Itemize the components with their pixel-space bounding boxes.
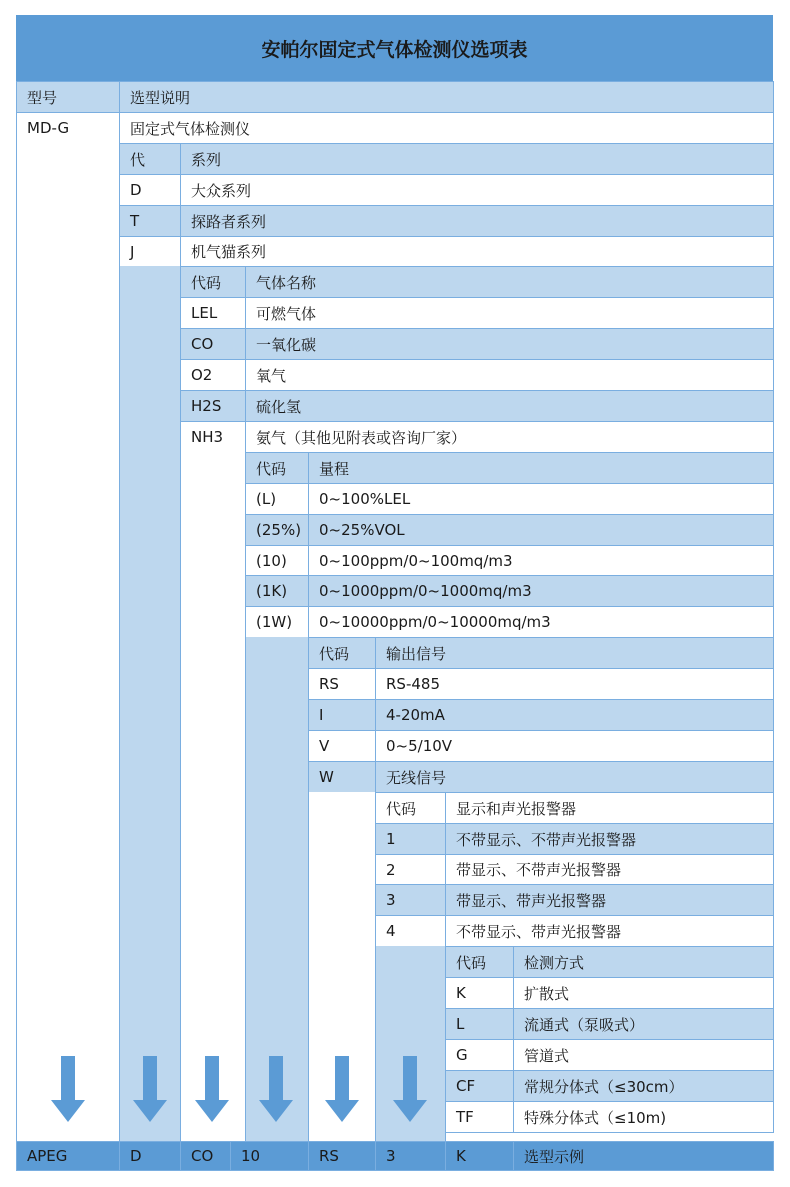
series-row-name: 探路者系列 bbox=[180, 205, 774, 237]
arrow-down-icon bbox=[195, 1056, 229, 1122]
display-row-name: 带显示、不带声光报警器 bbox=[445, 854, 774, 885]
detection-row-code: L bbox=[445, 1008, 514, 1040]
example-value: RS bbox=[308, 1141, 376, 1171]
gas-row-name: 一氧化碳 bbox=[245, 328, 774, 360]
gas-header-code: 代码 bbox=[180, 266, 246, 298]
example-value: K bbox=[445, 1141, 514, 1171]
output-row-code: W bbox=[308, 761, 376, 793]
arrow-down-icon bbox=[133, 1056, 167, 1122]
gas-row-code: H2S bbox=[180, 390, 246, 422]
header-model: 型号 bbox=[16, 81, 120, 113]
range-row-name: 0~10000ppm/0~10000mq/m3 bbox=[308, 606, 774, 638]
range-header-name: 量程 bbox=[308, 452, 774, 484]
detection-header-code: 代码 bbox=[445, 946, 514, 978]
output-row-name: 0~5/10V bbox=[375, 730, 774, 762]
gas-row-code: CO bbox=[180, 328, 246, 360]
detection-row-name: 流通式（泵吸式） bbox=[513, 1008, 774, 1040]
range-row-code: (25%) bbox=[245, 514, 309, 546]
display-row-code: 2 bbox=[375, 854, 446, 885]
model-code: MD-G bbox=[16, 112, 120, 144]
detection-row-name: 常规分体式（≤30cm） bbox=[513, 1070, 774, 1102]
range-row-code: (L) bbox=[245, 483, 309, 515]
series-row-code: J bbox=[119, 236, 181, 267]
display-row-name: 不带显示、不带声光报警器 bbox=[445, 823, 774, 855]
gas-row-name: 氧气 bbox=[245, 359, 774, 391]
series-row-code: T bbox=[119, 205, 181, 237]
output-row-code: RS bbox=[308, 668, 376, 700]
range-header-code: 代码 bbox=[245, 452, 309, 484]
detection-row-name: 扩散式 bbox=[513, 977, 774, 1009]
display-row-name: 不带显示、带声光报警器 bbox=[445, 915, 774, 947]
display-header-code: 代码 bbox=[375, 792, 446, 824]
detection-row-name: 管道式 bbox=[513, 1039, 774, 1071]
example-value: APEG bbox=[16, 1141, 120, 1171]
gas-header-name: 气体名称 bbox=[245, 266, 774, 298]
example-value: 10 bbox=[230, 1141, 309, 1171]
output-row-code: I bbox=[308, 699, 376, 731]
detection-row-code: G bbox=[445, 1039, 514, 1071]
range-row-code: (1K) bbox=[245, 575, 309, 607]
range-row-name: 0~1000ppm/0~1000mq/m3 bbox=[308, 575, 774, 607]
column-bar bbox=[16, 143, 120, 1141]
arrow-down-icon bbox=[259, 1056, 293, 1122]
range-row-name: 0~100ppm/0~100mq/m3 bbox=[308, 545, 774, 576]
detection-header-name: 检测方式 bbox=[513, 946, 774, 978]
example-value: CO bbox=[180, 1141, 231, 1171]
gas-row-name: 硫化氢 bbox=[245, 390, 774, 422]
series-header-code: 代 bbox=[119, 143, 181, 175]
series-row-name: 机气猫系列 bbox=[180, 236, 774, 267]
output-row-code: V bbox=[308, 730, 376, 762]
column-bar bbox=[119, 266, 181, 1141]
arrow-down-icon bbox=[325, 1056, 359, 1122]
example-label: 选型示例 bbox=[513, 1141, 774, 1171]
output-row-name: RS-485 bbox=[375, 668, 774, 700]
display-row-code: 3 bbox=[375, 884, 446, 916]
gas-row-code: NH3 bbox=[180, 421, 246, 453]
output-header-name: 输出信号 bbox=[375, 637, 774, 669]
display-row-code: 1 bbox=[375, 823, 446, 855]
output-row-name: 无线信号 bbox=[375, 761, 774, 793]
gas-row-code: LEL bbox=[180, 297, 246, 329]
detection-row-code: CF bbox=[445, 1070, 514, 1102]
range-row-name: 0~25%VOL bbox=[308, 514, 774, 546]
arrow-down-icon bbox=[393, 1056, 427, 1122]
gas-row-name: 可燃气体 bbox=[245, 297, 774, 329]
model-desc: 固定式气体检测仪 bbox=[119, 112, 774, 144]
display-header-name: 显示和声光报警器 bbox=[445, 792, 774, 824]
detection-row-code: K bbox=[445, 977, 514, 1009]
example-value: 3 bbox=[375, 1141, 446, 1171]
range-row-code: (10) bbox=[245, 545, 309, 576]
series-row-code: D bbox=[119, 174, 181, 206]
output-row-name: 4-20mA bbox=[375, 699, 774, 731]
output-header-code: 代码 bbox=[308, 637, 376, 669]
range-row-name: 0~100%LEL bbox=[308, 483, 774, 515]
arrow-down-icon bbox=[51, 1056, 85, 1122]
gas-row-code: O2 bbox=[180, 359, 246, 391]
column-bar bbox=[180, 452, 246, 1141]
detection-row-name: 特殊分体式（≤10m) bbox=[513, 1101, 774, 1133]
series-row-name: 大众系列 bbox=[180, 174, 774, 206]
detection-row-code: TF bbox=[445, 1101, 514, 1133]
display-row-code: 4 bbox=[375, 915, 446, 947]
gas-row-name: 氨气（其他见附表或咨询厂家） bbox=[245, 421, 774, 453]
table-title: 安帕尔固定式气体检测仪选项表 bbox=[16, 15, 773, 81]
example-value: D bbox=[119, 1141, 181, 1171]
display-row-name: 带显示、带声光报警器 bbox=[445, 884, 774, 916]
series-header-name: 系列 bbox=[180, 143, 774, 175]
range-row-code: (1W) bbox=[245, 606, 309, 638]
header-desc: 选型说明 bbox=[119, 81, 774, 113]
